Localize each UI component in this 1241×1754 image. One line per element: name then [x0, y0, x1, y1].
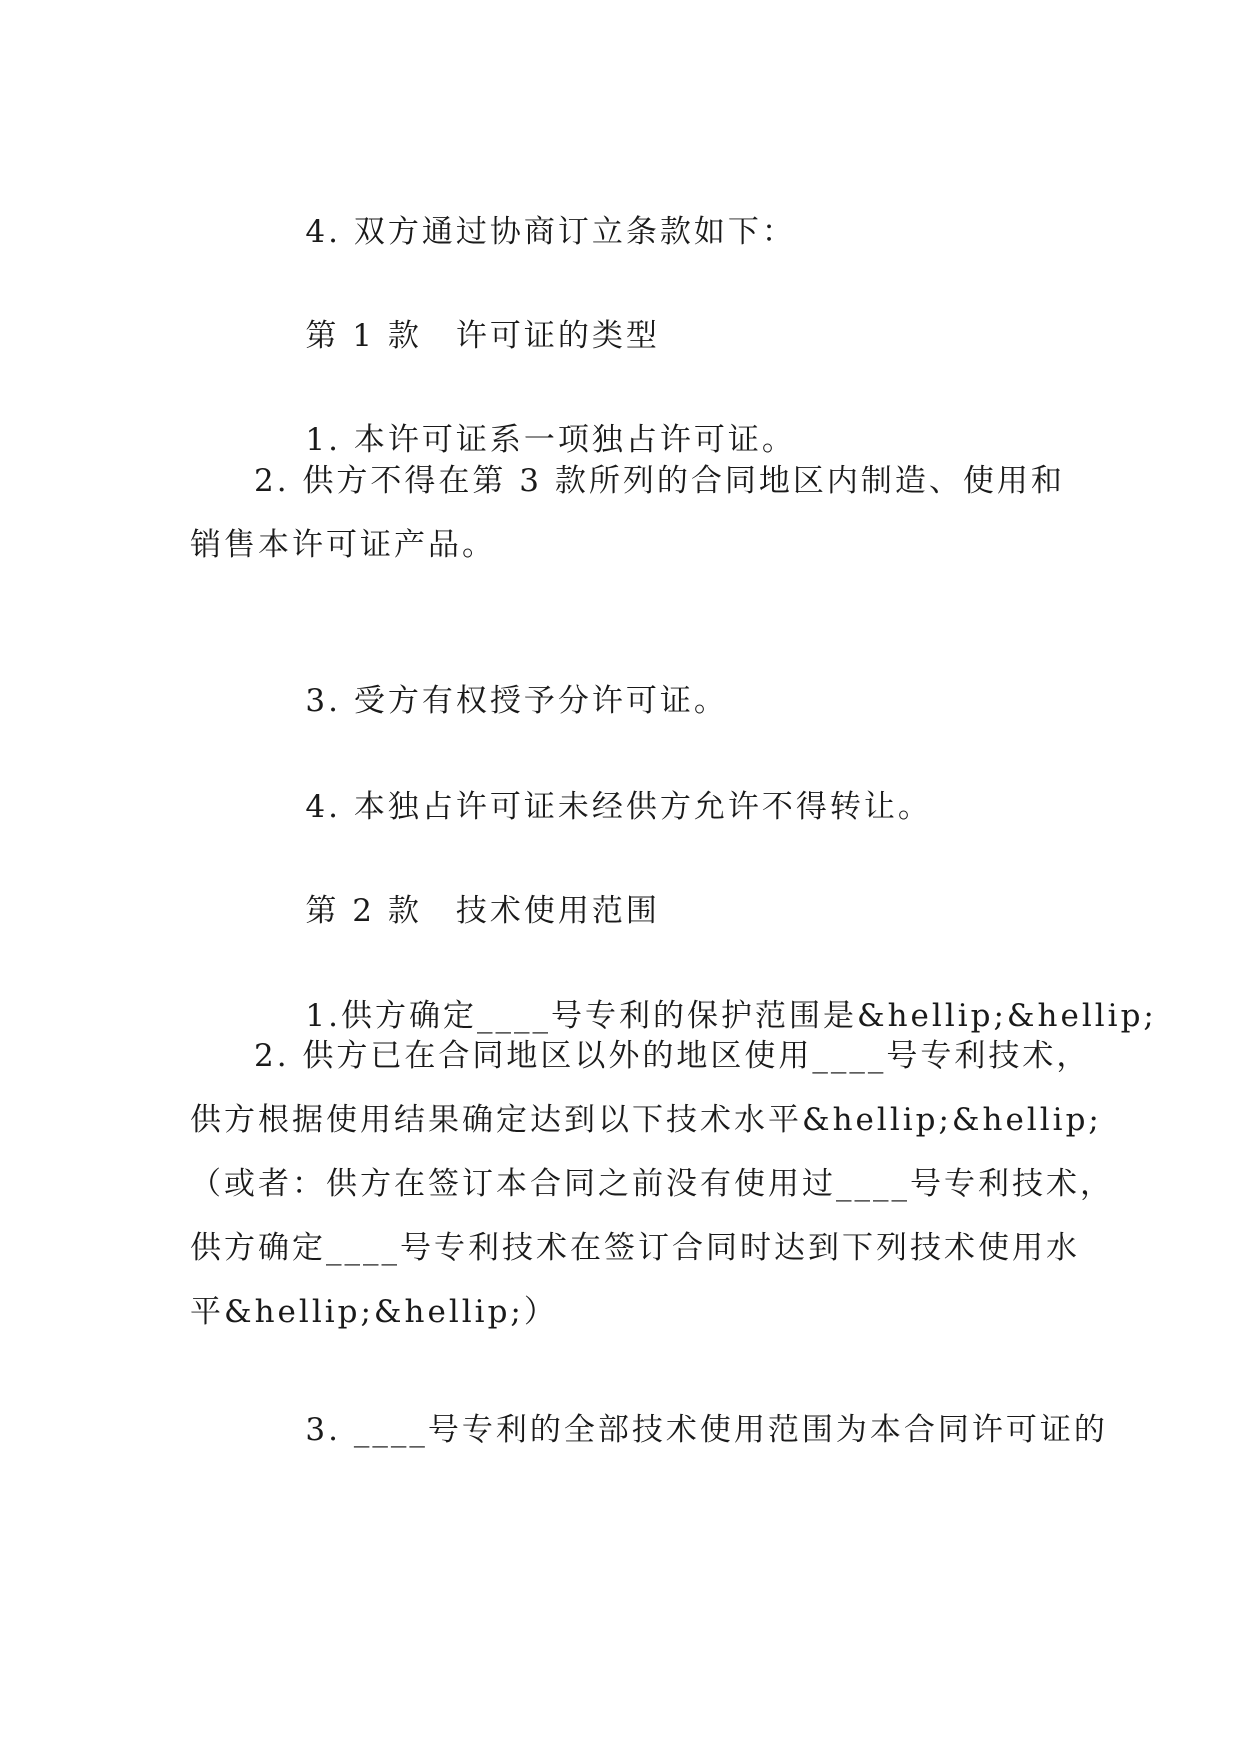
paragraph-scope-2 — [190, 1024, 1114, 1344]
text-line: 供方根据使用结果确定达到以下技术水平&hellip;&hellip; — [190, 1102, 1102, 1138]
text-line: 1.供方确定____号专利的保护范围是&hellip;&hellip; — [305, 998, 1157, 1034]
text-line: 第 1 款 许可证的类型 — [305, 318, 660, 354]
text-line: 4. 本独占许可证未经供方允许不得转让。 — [305, 789, 932, 825]
text-line: （或者：供方在签订本合同之前没有使用过____号专利技术， — [190, 1166, 1114, 1202]
text-line: 1. 本许可证系一项独占许可证。 — [305, 422, 796, 458]
paragraph-scope-3 — [190, 1334, 1134, 1526]
text-line: 3. ____号专利的全部技术使用范围为本合同许可证的 — [305, 1412, 1108, 1448]
text-line: 2. 供方不得在第 3 款所列的合同地区内制造、使用和 — [254, 463, 1065, 499]
text-line: 销售本许可证产品。 — [190, 527, 496, 563]
text-line: 第 2 款 技术使用范围 — [305, 893, 660, 929]
text-line: 供方确定____号专利技术在签订合同时达到下列技术使用水 — [190, 1230, 1080, 1266]
text-line: 4. 双方通过协商订立条款如下： — [305, 214, 796, 250]
paragraph-license-type-2 — [190, 449, 1070, 577]
text-line: 3. 受方有权授予分许可证。 — [305, 683, 728, 719]
text-line: 平&hellip;&hellip;） — [190, 1294, 558, 1330]
text-line: 2. 供方已在合同地区以外的地区使用____号专利技术， — [254, 1038, 1091, 1074]
